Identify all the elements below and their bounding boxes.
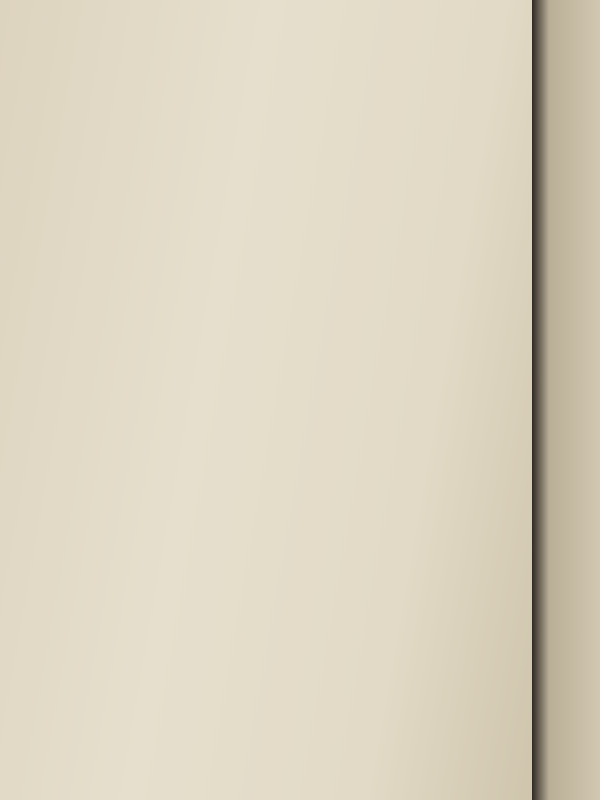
- facing-page-edge: [532, 0, 600, 800]
